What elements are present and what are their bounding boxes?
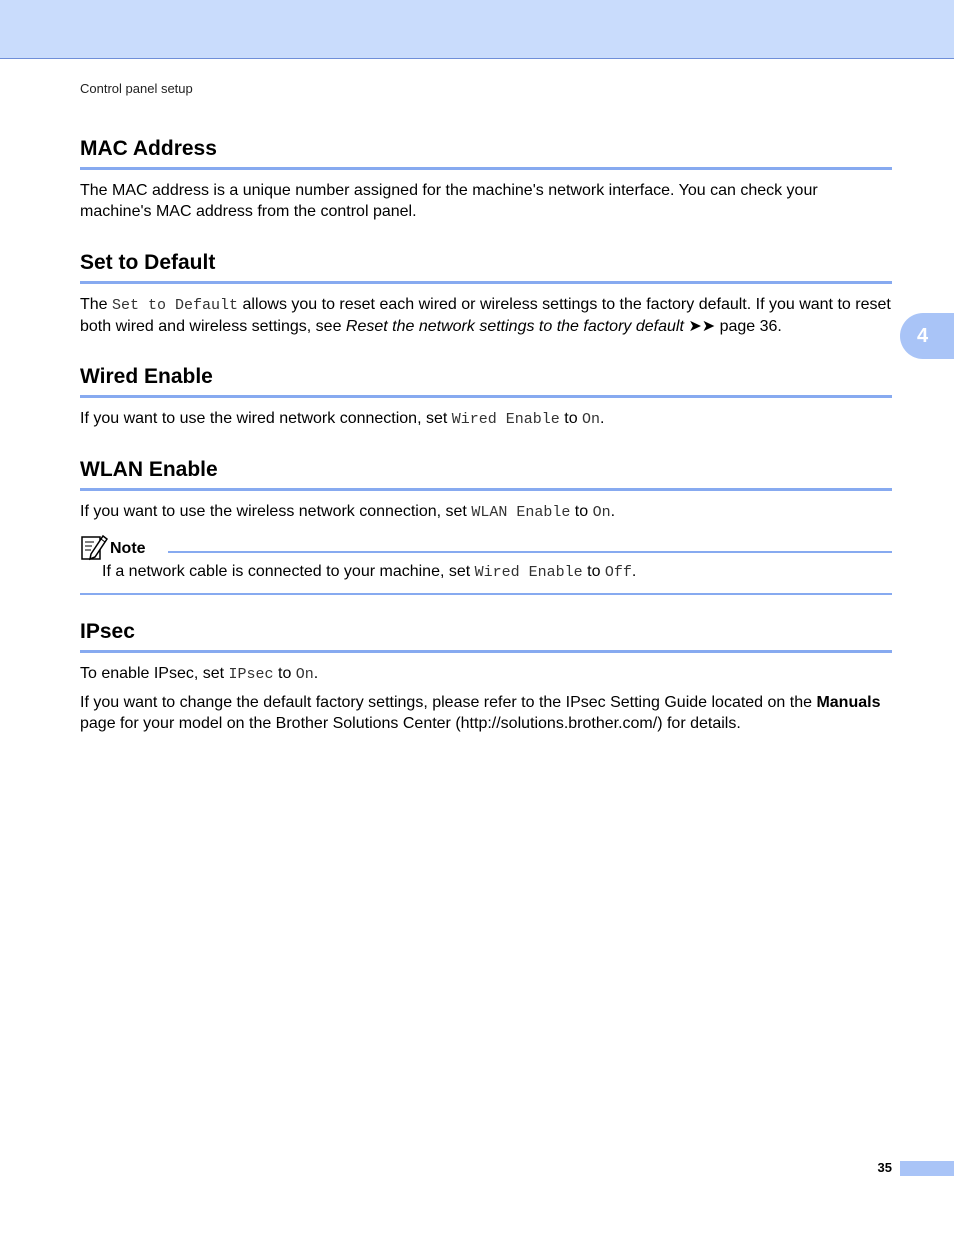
setting-value: Off <box>604 564 632 581</box>
section-wlan-enable <box>80 456 892 523</box>
ipsec-guide-line <box>80 692 892 734</box>
text-run: If a network cable is connected to your machine, set <box>102 563 475 580</box>
text-run: To enable IPsec, set <box>80 665 229 682</box>
note-pencil-icon <box>80 533 108 561</box>
section-heading: IPsec <box>80 618 892 653</box>
section-heading: WLAN Enable <box>80 456 892 491</box>
text-run: to <box>582 563 605 580</box>
text-run: to <box>273 665 296 682</box>
section-wired-enable <box>80 363 892 430</box>
text-run: If you want to use the wireless network connection, set <box>80 503 472 520</box>
default-body <box>80 294 892 337</box>
chapter-tab: 4 <box>900 313 954 359</box>
text-run: If you want to change the default factory settings, please refer to the IPsec Setting Guide located on the <box>80 694 817 711</box>
text-run: allows you to reset each wired or wireless settings to the factory default. If you want to reset both wired and wireless settings, see <box>80 296 891 335</box>
wired-body <box>80 408 892 430</box>
page-number: 35 <box>877 1160 892 1175</box>
setting-name: Wired Enable <box>451 411 560 428</box>
text-run: . <box>600 410 605 427</box>
setting-value: On <box>582 411 601 428</box>
note-box <box>80 533 892 595</box>
note-divider <box>168 551 892 553</box>
setting-name: IPsec <box>228 666 274 683</box>
section-heading: Set to Default <box>80 249 892 284</box>
double-arrow-icon: ➤➤ <box>683 318 720 335</box>
wlan-body <box>80 501 892 523</box>
footer-bar <box>900 1161 954 1176</box>
section-heading: Wired Enable <box>80 363 892 398</box>
top-band <box>0 0 954 59</box>
section-mac-address <box>80 135 892 222</box>
setting-name: WLAN Enable <box>471 504 571 521</box>
text-run: The <box>80 296 113 313</box>
text-run: to <box>559 410 583 427</box>
text-run: to <box>570 503 593 520</box>
setting-name: Set to Default <box>112 297 239 314</box>
mac-body: The MAC address is a unique number assigned for the machine's network interface. You can check your machine's MAC address from the control panel. <box>80 182 818 220</box>
section-ipsec <box>80 618 892 734</box>
cross-reference: Reset the network settings to the factory default <box>345 318 684 335</box>
text-run: . <box>631 563 637 580</box>
note-label: Note <box>110 540 146 557</box>
setting-value: On <box>295 666 314 683</box>
note-body <box>102 561 636 583</box>
setting-value: On <box>592 504 611 521</box>
section-set-to-default <box>80 249 892 337</box>
section-heading: MAC Address <box>80 135 892 170</box>
setting-name: Wired Enable <box>474 564 583 581</box>
text-run: . <box>313 665 319 682</box>
text-run: If you want to use the wired network connection, set <box>80 410 452 427</box>
text-run: page for your model on the Brother Solutions Center (http://solutions.brother.com/) for details. <box>80 715 741 732</box>
ipsec-enable-line <box>80 663 892 685</box>
manuals-label: Manuals <box>816 694 881 711</box>
text-run: . <box>610 503 616 520</box>
running-header: Control panel setup <box>80 81 193 96</box>
page-reference: page 36. <box>719 318 782 335</box>
